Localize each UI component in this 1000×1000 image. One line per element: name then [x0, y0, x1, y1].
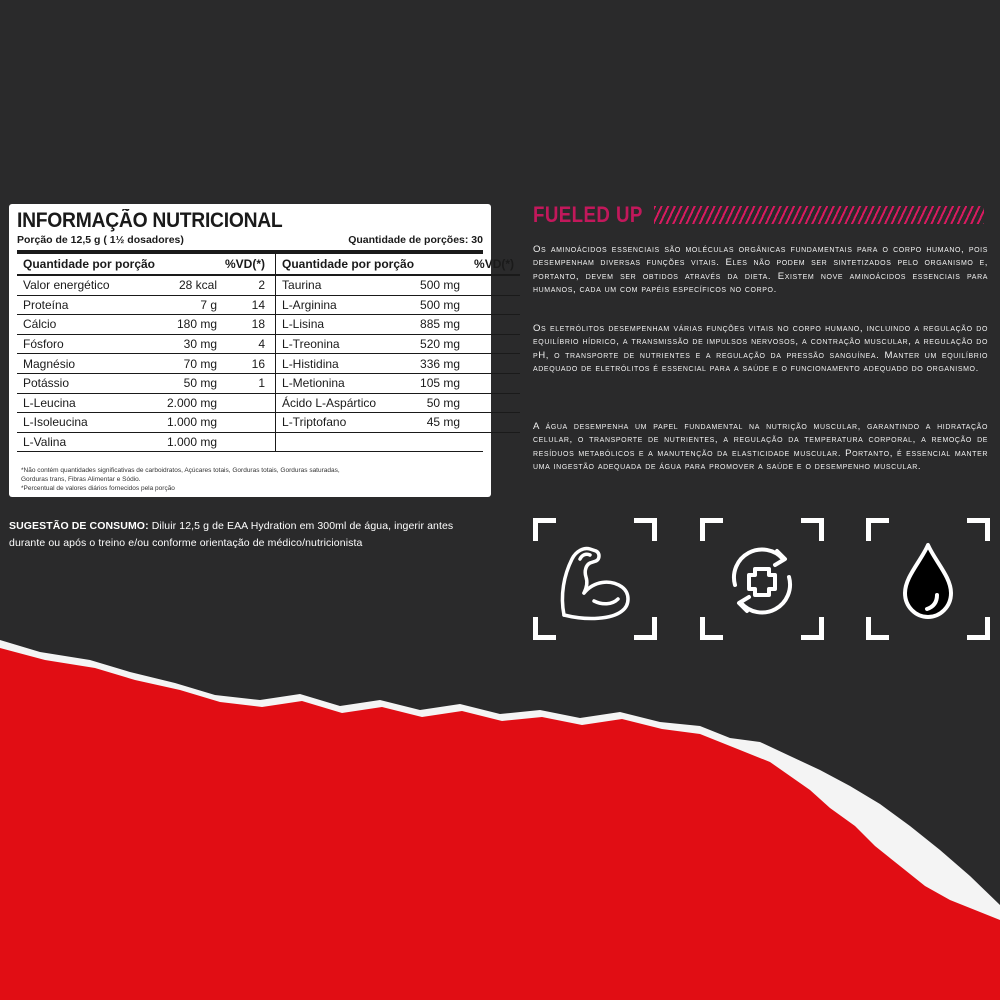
nutrition-table	[17, 254, 515, 452]
nutrient-amount: 70 mg	[183, 356, 218, 371]
table-row	[276, 413, 520, 433]
nutrient-amount: 885 mg	[420, 317, 461, 332]
nutrient-name: L-Triptofano	[282, 415, 347, 430]
nutrient-name: Potássio	[23, 376, 70, 391]
hatch-decoration	[654, 206, 984, 224]
header-vd: %VD(*)	[225, 257, 266, 271]
table-row	[17, 296, 275, 316]
nutrient-vd: 2	[258, 278, 266, 293]
nutrient-vd: 4	[258, 337, 266, 352]
nutrient-amount: 500 mg	[420, 278, 461, 293]
suggestion-heading: SUGESTÃO DE CONSUMO:	[9, 520, 149, 532]
table-row	[17, 374, 275, 394]
nutrient-amount: 520 mg	[420, 337, 461, 352]
icon-frame-water	[866, 518, 990, 640]
nutrient-amount: 50 mg	[426, 395, 461, 410]
table-row	[276, 433, 520, 452]
nutrient-name: Valor energético	[23, 278, 110, 293]
nutrient-vd: 16	[251, 356, 266, 371]
table-row	[276, 394, 520, 414]
servings-count: Quantidade de porções: 30	[348, 234, 483, 246]
nutrient-name: L-Isoleucina	[23, 415, 88, 430]
icon-frame-recovery	[700, 518, 824, 640]
nutrient-name: Magnésio	[23, 356, 76, 371]
nutrient-name: L-Histidina	[282, 356, 339, 371]
table-row	[17, 276, 275, 296]
table-header-row	[276, 254, 520, 276]
nutrient-amount: 180 mg	[176, 317, 218, 332]
nutrient-name: L-Metionina	[282, 376, 345, 391]
table-row	[17, 394, 275, 414]
nutrient-name: Ácido L-Aspártico	[282, 395, 377, 410]
label-footnotes	[17, 466, 483, 493]
muscle-arm-icon	[550, 535, 640, 625]
water-drop-icon	[883, 535, 973, 625]
table-row	[276, 296, 520, 316]
nutrient-vd: 1	[258, 376, 266, 391]
table-row	[276, 354, 520, 374]
table-row	[17, 335, 275, 355]
nutrient-amount: 7 g	[200, 297, 218, 312]
brand-title: FUELED UP	[533, 202, 643, 227]
table-row	[276, 374, 520, 394]
recovery-plus-icon	[717, 535, 807, 625]
nutrient-name: L-Leucina	[23, 395, 76, 410]
label-title: INFORMAÇÃO NUTRICIONAL	[17, 209, 283, 232]
paragraph-amino-acids: Os aminoácidos essenciais são moléculas orgânicas fundamentais para o corpo humano, pois desempenham diversas funções vitais. Eles não podem ser sintetizados pelo organismo e, portanto, devem ser obtidos através da dieta. Existem nove aminoácidos essenciais para humanos, cada um com papéis específicos no corpo.	[533, 244, 988, 295]
suggestion-text: Diluir 12,5 g de EAA Hydration em 300ml de água, ingerir antes durante ou após o treino e/ou conforme orientação de médico/nutricionista	[9, 520, 454, 549]
table-row	[17, 413, 275, 433]
nutrient-vd: 14	[251, 297, 266, 312]
nutrition-label	[9, 204, 515, 497]
icon-frame-muscle	[533, 518, 657, 640]
nutrient-name: L-Valina	[23, 435, 67, 450]
header-name: Quantidade por porção	[23, 257, 156, 271]
brand-heading	[533, 202, 984, 228]
footnote: Gorduras trans, Fibras Alimentar e Sódio.	[21, 476, 141, 484]
paragraph-water: A água desempenha um papel fundamental na nutrição muscular, garantindo a hidratação celular, o transporte de nutrientes, a regulação da temperatura corporal, a remoção de resíduos metabólicos e a manutenção da elasticidade muscular. Portanto, é essencial manter uma ingestão adequada de água para promover a saúde e o desempenho muscular.	[533, 421, 988, 472]
nutrient-name: Cálcio	[23, 317, 57, 332]
header-vd: %VD(*)	[474, 257, 515, 271]
table-header-row	[17, 254, 275, 276]
nutrient-amount: 1.000 mg	[166, 415, 218, 430]
nutrient-amount: 500 mg	[420, 297, 461, 312]
nutrient-amount: 28 kcal	[178, 278, 218, 293]
header-name: Quantidade por porção	[282, 257, 415, 271]
nutrient-name: L-Arginina	[282, 297, 337, 312]
nutrient-amount: 105 mg	[420, 376, 461, 391]
footnote: *Percentual de valores diários fornecidos pela porção	[21, 485, 175, 493]
nutrient-name: L-Lisina	[282, 317, 325, 332]
nutrient-amount: 50 mg	[183, 376, 218, 391]
footnote: *Não contém quantidades significativas de carboidratos, Açúcares totais, Gorduras totais, Gorduras saturadas,	[21, 467, 340, 475]
table-row	[17, 315, 275, 335]
nutrient-name: Taurina	[282, 278, 322, 293]
table-row	[276, 276, 520, 296]
portion-size: Porção de 12,5 g ( 1½ dosadores)	[17, 234, 184, 246]
table-row	[276, 335, 520, 355]
nutrient-vd: 18	[251, 317, 266, 332]
table-right-column	[276, 254, 520, 451]
nutrient-amount: 1.000 mg	[166, 435, 218, 450]
nutrient-amount: 30 mg	[183, 337, 218, 352]
consumption-suggestion	[9, 518, 491, 552]
table-row	[17, 354, 275, 374]
table-row	[276, 315, 520, 335]
table-left-column	[17, 254, 276, 451]
label-subheader	[17, 234, 483, 254]
nutrient-amount: 2.000 mg	[166, 395, 218, 410]
nutrient-name: L-Treonina	[282, 337, 340, 352]
red-paper	[0, 648, 1000, 1000]
nutrient-name: Fósforo	[23, 337, 64, 352]
nutrient-name: Proteína	[23, 297, 69, 312]
table-row	[17, 433, 275, 452]
paragraph-electrolytes: Os eletrólitos desempenham várias funções vitais no corpo humano, incluindo a regulação do equilíbrio hídrico, a transmissão de impulsos nervosos, a contração muscular, a regulação do pH, o transporte de nutrientes e a regulação da pressão sanguínea. Manter um equilíbrio adequado de eletrólitos é essencial para a saúde e o funcionamento adequado do organismo.	[533, 323, 988, 374]
nutrient-amount: 45 mg	[426, 415, 461, 430]
nutrient-amount: 336 mg	[420, 356, 461, 371]
